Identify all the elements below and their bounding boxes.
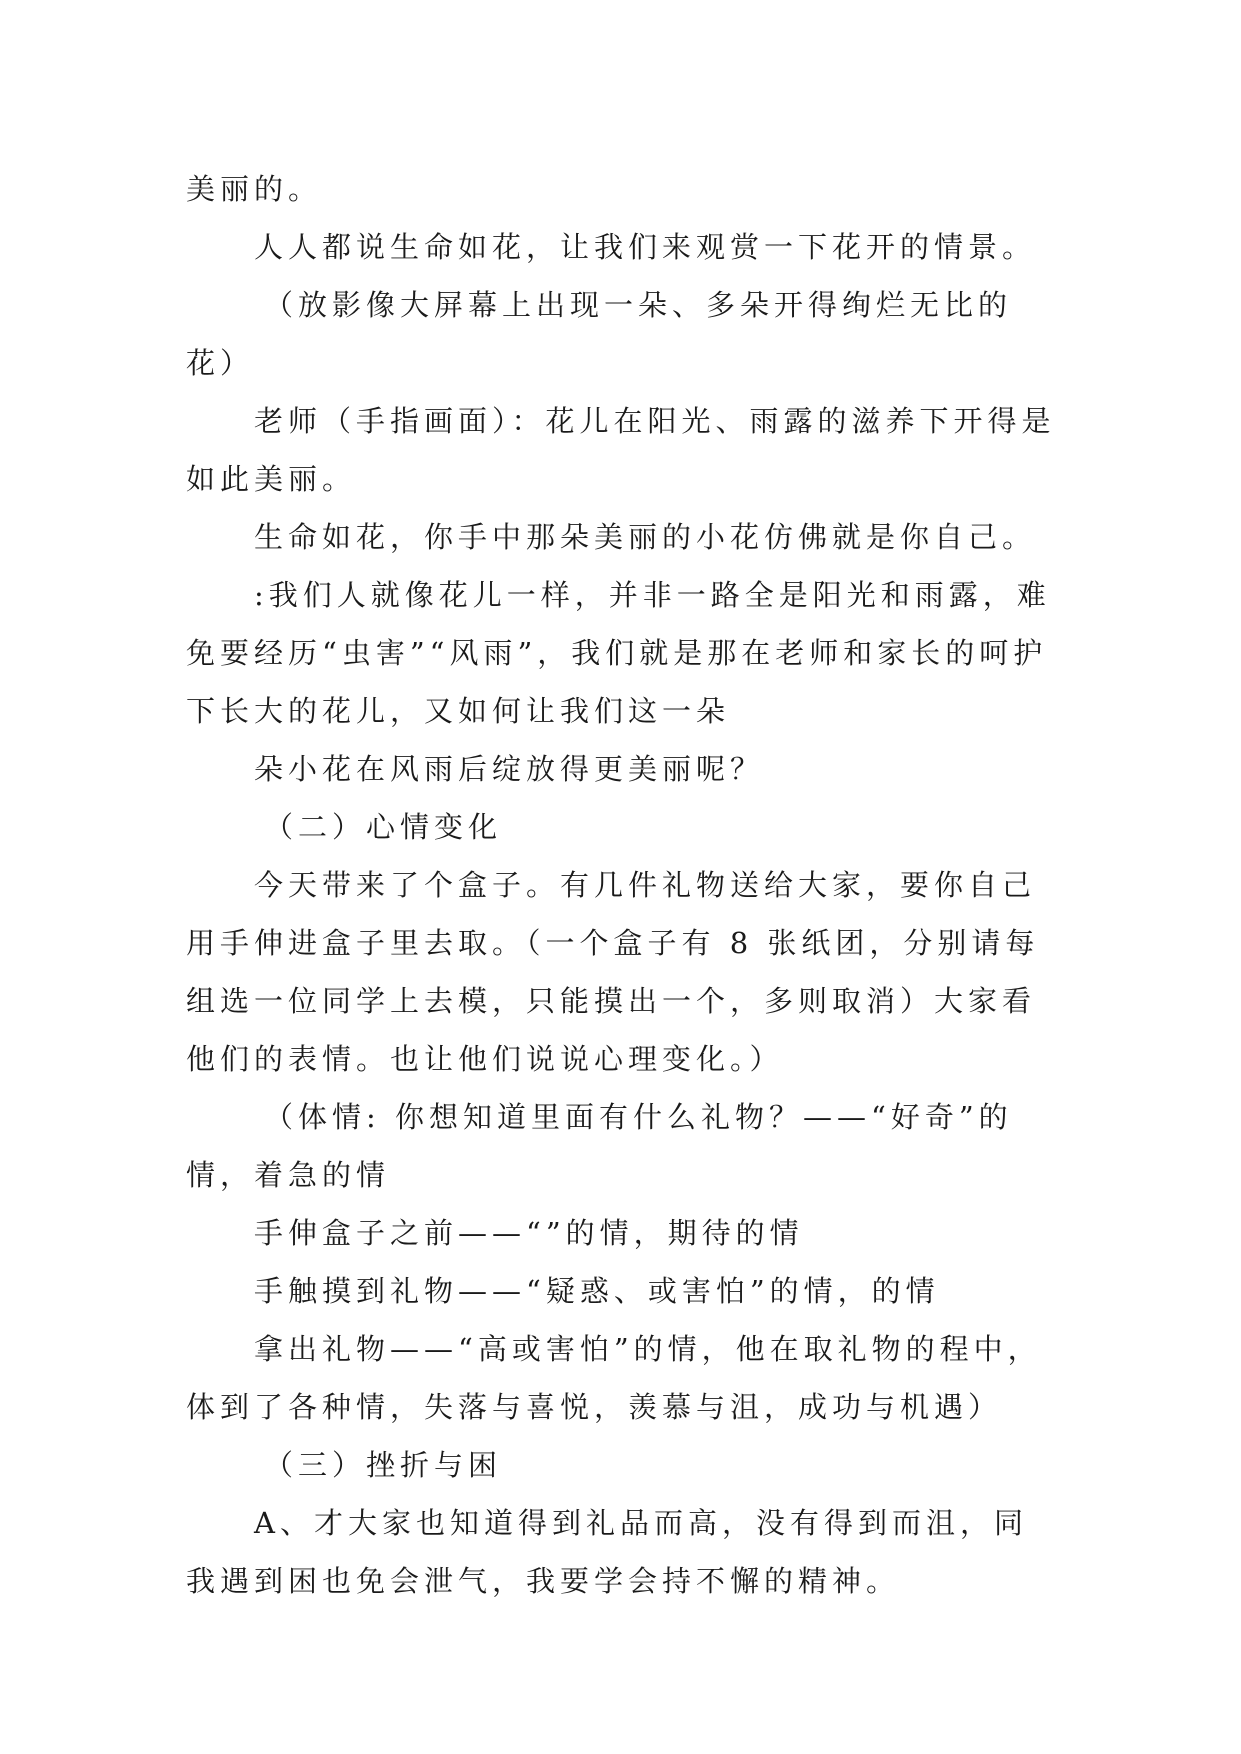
paragraph-9: （体情: 你想知道里面有什么礼物？——“好奇”的情，着急的情 [186, 1100, 1013, 1192]
paragraph-11: 手触摸到礼物——“疑惑、或害怕”的情，的情 [254, 1274, 940, 1308]
section-heading-3: （三）挫折与困 [264, 1448, 503, 1482]
paragraph-1: 美丽的。 [186, 172, 323, 206]
paragraph-12: 拿出礼物——“高或害怕”的情，他在取礼物的程中，体到了各种情，失落与喜悦，羡慕与沮，成功与机遇） [186, 1332, 1042, 1424]
paragraph-6: :我们人就像花儿一样，并非一路全是阳光和雨露，难免要经历“虫害”“风雨”，我们就是那在老师和家长的呵护下长大的花儿，又如何让我们这一朵 [186, 578, 1051, 728]
document-body [186, 160, 1056, 1610]
paragraph-5: 生命如花，你手中那朵美丽的小花仿佛就是你自己。 [254, 520, 1037, 554]
paragraph-3: （放影像大屏幕上出现一朵、多朵开得绚烂无比的花） [186, 288, 1013, 380]
paragraph-13: A、才大家也知道得到礼品而高，没有得到而沮，同我遇到困也免会泄气，我要学会持不懈的精神。 [186, 1506, 1028, 1598]
paragraph-8: 今天带来了个盒子。有几件礼物送给大家，要你自己用手伸进盒子里去取。（一个盒子有 8 张纸团，分别请每组选一位同学上去模，只能摸出一个，多则取消）大家看他们的表情。也让他们说说心理变化。） [186, 868, 1040, 1076]
paragraph-10: 手伸盒子之前——“”的情，期待的情 [254, 1216, 804, 1250]
paragraph-2: 人人都说生命如花，让我们来观赏一下花开的情景。 [254, 230, 1037, 264]
paragraph-7: 朵小花在风雨后绽放得更美丽呢？ [254, 752, 765, 786]
paragraph-4: 老师（手指画面）：花儿在阳光、雨露的滋养下开得是如此美丽。 [186, 404, 1056, 496]
section-heading-2: （二）心情变化 [264, 810, 503, 844]
